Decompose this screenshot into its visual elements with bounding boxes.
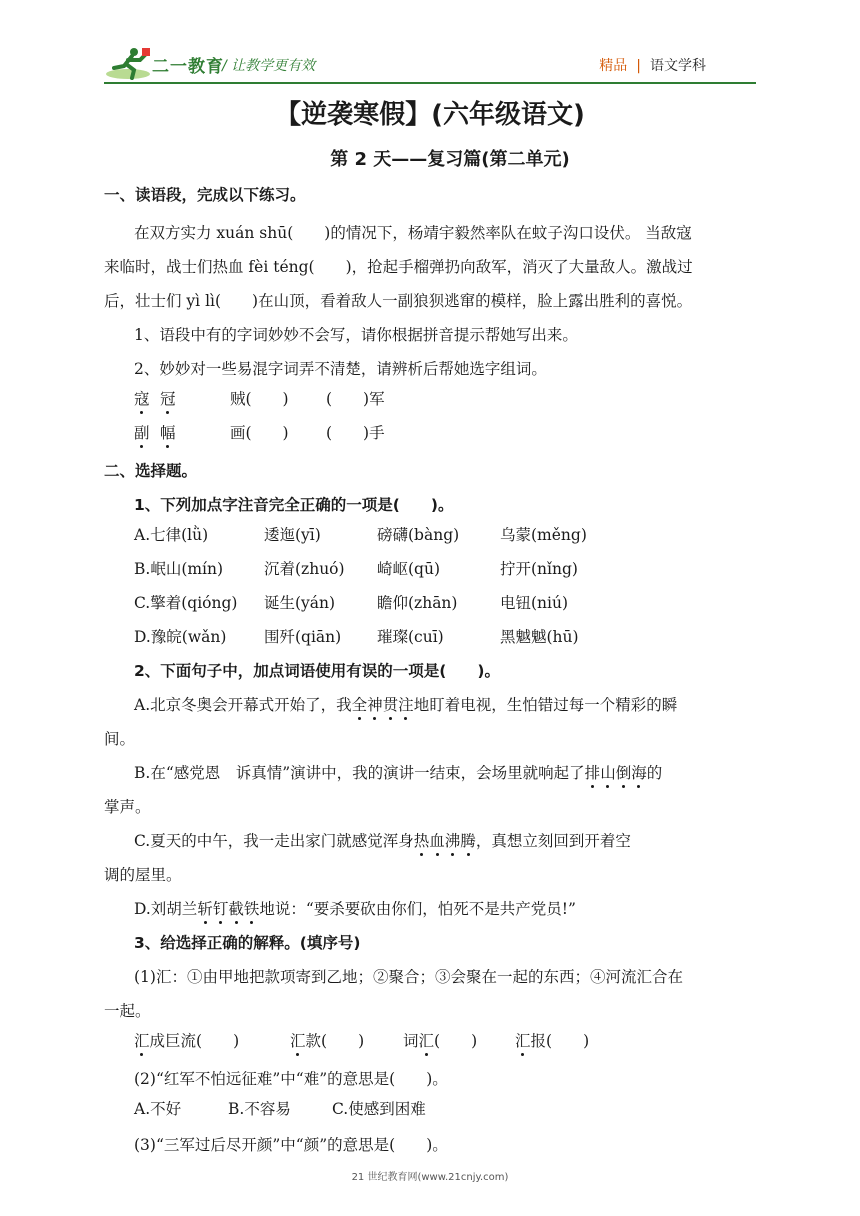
fill-blank-1: 贼( ) <box>230 390 289 408</box>
option-cell: 电钮(niú) <box>500 594 569 612</box>
dotted-char: 神 <box>367 693 383 715</box>
dotted-char: 斩 <box>197 897 213 919</box>
dotted-char: 截 <box>228 897 244 919</box>
mcq2-option-a <box>134 693 677 715</box>
q3-part1-items <box>134 1029 734 1053</box>
option-cell: 围歼(qiān) <box>264 628 342 646</box>
char-b: 幅 <box>160 421 176 443</box>
q3-stem: 3、给选择正确的解释。(填序号) <box>134 934 361 952</box>
mcq1-option-row <box>134 625 754 649</box>
option-text: 地说：“要杀要砍由你们，怕死不是共产党员!” <box>259 900 576 918</box>
dotted-char: 铁 <box>244 897 260 919</box>
passage-line-1: 在双方实力 xuán shū( )的情况下，杨靖宇毅然率队在蚊子沟口设伏。 当敌寇 <box>134 224 692 242</box>
dotted-char: 汇 <box>134 1029 150 1051</box>
option-text: A.北京冬奥会开幕式开始了，我 <box>134 696 352 714</box>
mcq1-stem: 1、下列加点字注音完全正确的一项是( )。 <box>134 496 454 514</box>
section1-question-1: 1、语段中有的字词妙妙不会写，请你根据拼音提示帮她写出来。 <box>134 326 578 344</box>
fill-blank-1: 画( ) <box>230 424 289 442</box>
option-cell: A.不好 <box>134 1100 182 1118</box>
fill-blank-2: ( )军 <box>326 390 385 408</box>
page-header <box>0 0 860 90</box>
word-item <box>134 1029 239 1051</box>
mcq2-stem: 2、下面句子中，加点词语使用有误的一项是( )。 <box>134 662 500 680</box>
dotted-char: 海 <box>631 761 647 783</box>
mcq2-option-b-cont: 掌声。 <box>104 798 151 816</box>
word-pair-row <box>134 421 734 445</box>
dotted-char: 汇 <box>290 1029 306 1051</box>
passage-line-3: 后，壮士们 yì lì( )在山顶，看着敌人一副狼狈逃窜的模样，脸上露出胜利的喜悦。 <box>104 292 693 310</box>
dotted-word <box>585 764 647 782</box>
tag-separator: | <box>636 58 641 74</box>
option-cell: 诞生(yán) <box>264 594 336 612</box>
word-item <box>403 1029 477 1051</box>
page-subtitle: 第 2 天——复习篇(第二单元) <box>330 149 570 170</box>
dotted-char: 山 <box>600 761 616 783</box>
subject-tag: 语文学科 <box>650 58 706 74</box>
option-text: C.夏天的中午，我一走出家门就感觉浑身 <box>134 832 414 850</box>
option-cell: 拧开(nǐng) <box>500 560 578 578</box>
q3-part3: (3)“三军过后尽开颜”中“颜”的意思是( )。 <box>134 1136 448 1154</box>
section2-heading: 二、选择题。 <box>104 462 198 480</box>
option-text: D.刘胡兰 <box>134 900 198 918</box>
dotted-char: 注 <box>398 693 414 715</box>
option-cell: 璀璨(cuī) <box>377 628 444 646</box>
brand-name: 二一教育 <box>152 57 224 77</box>
dotted-word <box>414 832 476 850</box>
dotted-char: 汇 <box>419 1029 435 1051</box>
word-pre: 词 <box>403 1032 419 1050</box>
word-item <box>290 1029 364 1051</box>
passage-line-2: 来临时，战士们热血 fèi téng( )，抢起手榴弹扔向敌军，消灭了大量敌人。激战过 <box>104 258 693 276</box>
header-tags <box>599 55 706 75</box>
q3-part1-line1: (1)汇：①由甲地把款项寄到乙地；②聚合；③会聚在一起的东西；④河流汇合在 <box>134 968 683 986</box>
option-cell: 逶迤(yī) <box>264 526 321 544</box>
option-cell: A.七律(lǜ) <box>134 526 209 544</box>
dotted-word <box>352 696 414 714</box>
option-cell: B.岷山(mín) <box>134 560 224 578</box>
section1-question-2: 2、妙妙对一些易混字词弄不清楚，请辨析后帮她选字组词。 <box>134 360 547 378</box>
char-b: 冠 <box>160 387 176 409</box>
option-cell: D.豫皖(wǎn) <box>134 628 227 646</box>
option-cell: 乌蒙(měng) <box>500 526 587 544</box>
option-cell: 黑魆魆(hū) <box>500 628 579 646</box>
dotted-char: 血 <box>429 829 445 851</box>
option-text: ，真想立刻回到开着空 <box>475 832 631 850</box>
dotted-word <box>197 900 259 918</box>
q3-part2-options <box>134 1097 734 1121</box>
word-pair-row <box>134 387 734 411</box>
mcq2-option-a-cont: 间。 <box>104 730 136 748</box>
option-cell: 磅礴(bàng) <box>377 526 460 544</box>
page-footer: 21 世纪教育网(www.21cnjy.com) <box>351 1172 509 1183</box>
mcq2-option-c <box>134 829 631 851</box>
brand-slogan: / 让教学更有效 <box>222 58 316 74</box>
option-cell: C.擎着(qióng) <box>134 594 238 612</box>
dotted-char: 沸 <box>445 829 461 851</box>
char-a: 副 <box>134 421 150 443</box>
premium-tag: 精品 <box>599 58 628 74</box>
dotted-char: 热 <box>414 829 430 851</box>
q3-part1-line2: 一起。 <box>104 1002 151 1020</box>
header-divider <box>104 82 756 84</box>
word-rest: 成巨流( ) <box>149 1032 240 1050</box>
option-cell: C.使感到困难 <box>332 1100 426 1118</box>
option-cell: 崎岖(qū) <box>377 560 440 578</box>
q3-part2: (2)“红军不怕远征难”中“难”的意思是( )。 <box>134 1070 448 1088</box>
page-title: 【逆袭寒假】(六年级语文) <box>275 100 585 130</box>
dotted-char: 排 <box>585 761 601 783</box>
dotted-char: 贯 <box>383 693 399 715</box>
mcq1-option-row <box>134 523 754 547</box>
fill-blank-2: ( )手 <box>326 424 385 442</box>
option-text: 地盯着电视，生怕错过每一个精彩的瞬 <box>413 696 678 714</box>
mcq2-option-b <box>134 761 662 783</box>
section1-heading: 一、读语段，完成以下练习。 <box>104 186 306 204</box>
dotted-char: 汇 <box>515 1029 531 1051</box>
option-cell: 沉着(zhuó) <box>264 560 345 578</box>
mcq1-option-row <box>134 591 754 615</box>
option-text: B.在“感党恩 诉真情”演讲中，我的演讲一结束，会场里就响起了 <box>134 764 585 782</box>
char-a: 寇 <box>134 387 150 409</box>
word-rest: ( ) <box>434 1032 478 1050</box>
option-cell: 瞻仰(zhān) <box>377 594 458 612</box>
word-rest: 款( ) <box>305 1032 365 1050</box>
mcq1-option-row <box>134 557 754 581</box>
mcq2-option-c-cont: 调的屋里。 <box>104 866 182 884</box>
option-cell: B.不容易 <box>228 1100 291 1118</box>
option-text: 的 <box>646 764 663 782</box>
word-item <box>515 1029 589 1051</box>
dotted-char: 腾 <box>460 829 476 851</box>
word-rest: 报( ) <box>530 1032 590 1050</box>
mcq2-option-d <box>134 897 576 919</box>
dotted-char: 全 <box>352 693 368 715</box>
dotted-char: 倒 <box>616 761 632 783</box>
dotted-char: 钉 <box>213 897 229 919</box>
